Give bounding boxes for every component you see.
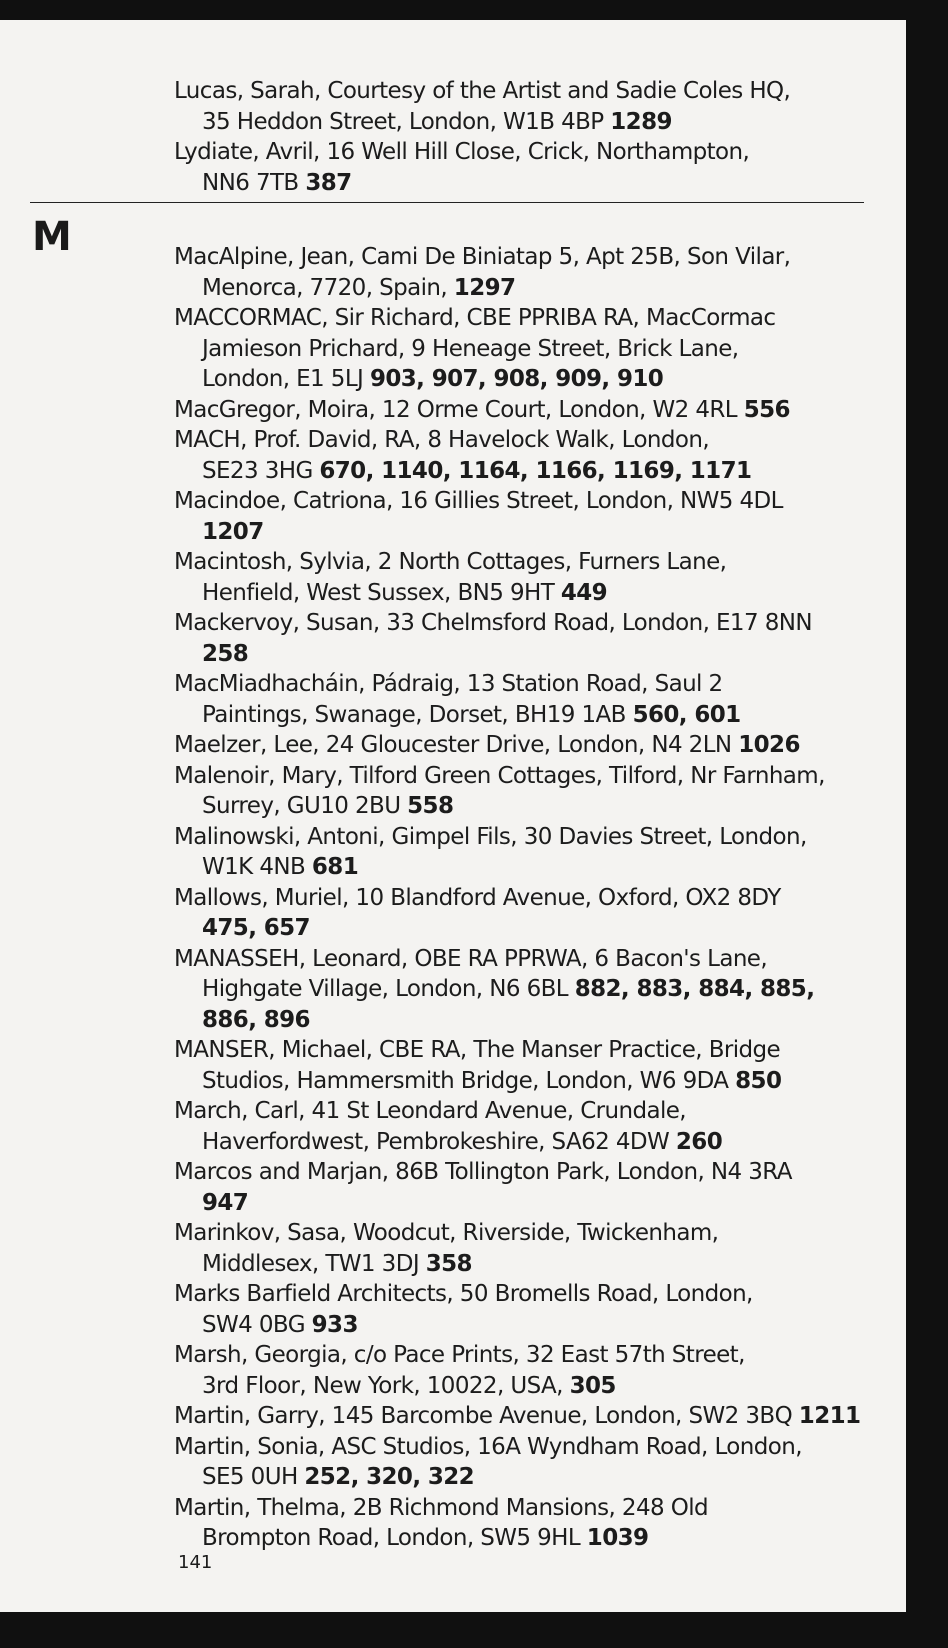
entry-text: W1K 4NB bbox=[202, 854, 312, 880]
entry-line bbox=[174, 1340, 874, 1371]
page-reference: 449 bbox=[560, 579, 608, 606]
index-entry bbox=[174, 547, 874, 608]
page-reference: 1289 bbox=[610, 108, 672, 135]
index-entry bbox=[174, 1279, 874, 1340]
entry-line bbox=[174, 944, 874, 975]
page-reference: 882, 883, 884, 885, bbox=[574, 976, 815, 1002]
entry-line bbox=[174, 822, 874, 853]
page-reference: 1207 bbox=[202, 518, 264, 545]
entry-text: MACH, Prof. David, RA, 8 Havelock Walk, London, bbox=[174, 427, 710, 453]
entry-line bbox=[174, 1096, 874, 1127]
entry-line bbox=[174, 1188, 874, 1219]
entry-text: NN6 7TB bbox=[202, 169, 306, 196]
entry-line bbox=[174, 486, 874, 517]
page-reference: 1039 bbox=[586, 1525, 649, 1551]
entry-line bbox=[174, 76, 874, 107]
page-reference: 681 bbox=[311, 854, 359, 880]
entry-line bbox=[174, 608, 874, 639]
entry-text: March, Carl, 41 St Leondard Avenue, Crundale, bbox=[174, 1098, 687, 1124]
entry-text: MACCORMAC, Sir Richard, CBE PPRIBA RA, MacCormac bbox=[174, 305, 776, 331]
entry-text: SE5 0UH bbox=[202, 1464, 305, 1490]
index-entry bbox=[174, 1157, 874, 1218]
entry-text: Paintings, Swanage, Dorset, BH19 1AB bbox=[202, 701, 633, 728]
entry-line bbox=[174, 456, 874, 487]
entry-text: 35 Heddon Street, London, W1B 4BP bbox=[202, 108, 611, 135]
entry-text: Lucas, Sarah, Courtesy of the Artist and Sadie Coles HQ, bbox=[174, 78, 791, 104]
entry-line bbox=[174, 334, 874, 365]
page-reference: 558 bbox=[407, 793, 454, 819]
index-entry bbox=[174, 608, 874, 669]
index-entry bbox=[174, 395, 874, 426]
entry-line bbox=[174, 1371, 874, 1402]
entry-text: Martin, Sonia, ASC Studios, 16A Wyndham Road, London, bbox=[174, 1433, 802, 1460]
entry-line bbox=[174, 395, 874, 426]
entry-text: Brompton Road, London, SW5 9HL bbox=[202, 1525, 587, 1551]
page-reference: 933 bbox=[311, 1311, 358, 1338]
entry-line bbox=[174, 974, 874, 1005]
page-reference: 1297 bbox=[453, 274, 516, 301]
entry-text: SW4 0BG bbox=[202, 1311, 312, 1338]
entry-text: Marcos and Marjan, 86B Tollington Park, London, N4 3RA bbox=[174, 1159, 792, 1185]
index-entry bbox=[174, 242, 874, 303]
entry-text: MacMiadhacháin, Pádraig, 13 Station Road, Saul 2 bbox=[174, 671, 723, 697]
page-reference: 903, 907, 908, 909, 910 bbox=[369, 366, 664, 392]
entry-text: London, E1 5LJ bbox=[202, 366, 370, 392]
index-entry bbox=[174, 1218, 874, 1279]
entry-line bbox=[174, 107, 874, 138]
index-entry bbox=[174, 1340, 874, 1401]
entry-text: Macindoe, Catriona, 16 Gillies Street, London, NW5 4DL bbox=[174, 488, 783, 514]
page-reference: 1026 bbox=[738, 732, 800, 758]
entry-text: Mackervoy, Susan, 33 Chelmsford Road, London, E17 8NN bbox=[174, 610, 812, 636]
entry-text: 3rd Floor, New York, 10022, USA, bbox=[202, 1372, 570, 1399]
entry-line bbox=[174, 1249, 874, 1280]
index-entry bbox=[174, 425, 874, 486]
index-entry bbox=[174, 1096, 874, 1157]
page-reference: 556 bbox=[743, 396, 790, 423]
entry-text: Lydiate, Avril, 16 Well Hill Close, Crick, Northampton, bbox=[174, 139, 750, 165]
index-entry bbox=[174, 486, 874, 547]
page-reference: 305 bbox=[569, 1372, 616, 1399]
entry-line bbox=[174, 578, 874, 609]
entry-text: MANSER, Michael, CBE RA, The Manser Practice, Bridge bbox=[174, 1037, 781, 1063]
index-entry bbox=[174, 883, 874, 944]
entry-text: Martin, Thelma, 2B Richmond Mansions, 248 Old bbox=[174, 1494, 709, 1521]
section-divider bbox=[30, 202, 864, 203]
entry-text: Macintosh, Sylvia, 2 North Cottages, Furners Lane, bbox=[174, 549, 727, 575]
entry-line bbox=[174, 761, 874, 792]
entry-line bbox=[174, 273, 874, 304]
page-number: 141 bbox=[178, 1552, 213, 1573]
entry-text: Haverfordwest, Pembrokeshire, SA62 4DW bbox=[202, 1128, 676, 1155]
page-reference: 886, 896 bbox=[202, 1006, 310, 1033]
entry-line bbox=[174, 791, 874, 822]
page-reference: 475, 657 bbox=[202, 915, 310, 941]
entry-line bbox=[174, 700, 874, 731]
entry-line bbox=[174, 168, 874, 199]
entry-text: Henfield, West Sussex, BN5 9HT bbox=[202, 579, 561, 606]
entry-text: Marsh, Georgia, c/o Pace Prints, 32 East 57th Street, bbox=[174, 1342, 745, 1368]
page-reference: 260 bbox=[675, 1128, 723, 1155]
entry-text: Malinowski, Antoni, Gimpel Fils, 30 Davies Street, London, bbox=[174, 823, 807, 850]
entry-line bbox=[174, 1523, 874, 1554]
index-entry bbox=[174, 1401, 874, 1432]
entry-text: SE23 3HG bbox=[202, 457, 320, 484]
index-entry bbox=[174, 1035, 874, 1096]
entry-line bbox=[174, 1401, 874, 1432]
entry-text: Mallows, Muriel, 10 Blandford Avenue, Oxford, OX2 8DY bbox=[174, 884, 781, 911]
page-reference: 560, 601 bbox=[632, 701, 741, 728]
entry-line bbox=[174, 137, 874, 168]
entry-text: Jamieson Prichard, 9 Heneage Street, Brick Lane, bbox=[202, 335, 739, 362]
page-reference: 1211 bbox=[798, 1403, 861, 1429]
entry-line bbox=[174, 883, 874, 914]
entry-line bbox=[174, 547, 874, 578]
page-reference: 358 bbox=[425, 1250, 472, 1277]
entry-text: Studios, Hammersmith Bridge, London, W6 9DA bbox=[202, 1067, 736, 1094]
index-entry bbox=[174, 761, 874, 822]
entry-line bbox=[174, 303, 874, 334]
entry-line bbox=[174, 913, 874, 944]
entry-line bbox=[174, 364, 874, 395]
section-letter: M bbox=[32, 214, 72, 260]
entry-text: Maelzer, Lee, 24 Gloucester Drive, London, N4 2LN bbox=[174, 732, 739, 758]
entry-text: Martin, Garry, 145 Barcombe Avenue, London, SW2 3BQ bbox=[174, 1403, 799, 1429]
entry-text: Marinkov, Sasa, Woodcut, Riverside, Twickenham, bbox=[174, 1220, 719, 1246]
entry-text: Highgate Village, London, N6 6BL bbox=[202, 976, 575, 1002]
index-entry bbox=[174, 730, 874, 761]
page-reference: 252, 320, 322 bbox=[304, 1464, 475, 1490]
page-reference: 947 bbox=[202, 1189, 249, 1216]
index-entry bbox=[174, 137, 874, 198]
entry-line bbox=[174, 1279, 874, 1310]
entry-line bbox=[174, 1432, 874, 1463]
entry-line bbox=[174, 1310, 874, 1341]
index-entry bbox=[174, 822, 874, 883]
page-reference: 258 bbox=[202, 640, 249, 667]
entry-line bbox=[174, 639, 874, 670]
entry-text: Surrey, GU10 2BU bbox=[202, 793, 408, 819]
catalogue-page bbox=[0, 20, 906, 1612]
entry-line bbox=[174, 1218, 874, 1249]
page-reference: 387 bbox=[305, 169, 352, 196]
entry-line bbox=[174, 730, 874, 761]
entry-line bbox=[174, 1035, 874, 1066]
entry-line bbox=[174, 1462, 874, 1493]
entry-text: MacAlpine, Jean, Cami De Biniatap 5, Apt 25B, Son Vilar, bbox=[174, 244, 791, 270]
index-entry bbox=[174, 1493, 874, 1554]
entry-text: MacGregor, Moira, 12 Orme Court, London, W2 4RL bbox=[174, 396, 744, 423]
entry-line bbox=[174, 1493, 874, 1524]
entry-text: MANASSEH, Leonard, OBE RA PPRWA, 6 Bacon's Lane, bbox=[174, 945, 768, 972]
index-entry bbox=[174, 944, 874, 1036]
index-entry bbox=[174, 303, 874, 395]
page-reference: 670, 1140, 1164, 1166, 1169, 1171 bbox=[319, 457, 752, 484]
page-reference: 850 bbox=[735, 1067, 782, 1094]
entry-line bbox=[174, 242, 874, 273]
entry-line bbox=[174, 852, 874, 883]
entry-text: Malenoir, Mary, Tilford Green Cottages, Tilford, Nr Farnham, bbox=[174, 762, 825, 789]
index-entry bbox=[174, 669, 874, 730]
entry-line bbox=[174, 1127, 874, 1158]
entry-line bbox=[174, 669, 874, 700]
index-entry bbox=[174, 1432, 874, 1493]
entry-line bbox=[174, 425, 874, 456]
entry-line bbox=[174, 1005, 874, 1036]
index-entry bbox=[174, 76, 874, 137]
entry-text: Menorca, 7720, Spain, bbox=[202, 274, 454, 301]
entry-text: Middlesex, TW1 3DJ bbox=[202, 1250, 426, 1277]
entry-line bbox=[174, 517, 874, 548]
entry-text: Marks Barfield Architects, 50 Bromells Road, London, bbox=[174, 1281, 753, 1307]
entry-line bbox=[174, 1066, 874, 1097]
entry-line bbox=[174, 1157, 874, 1188]
